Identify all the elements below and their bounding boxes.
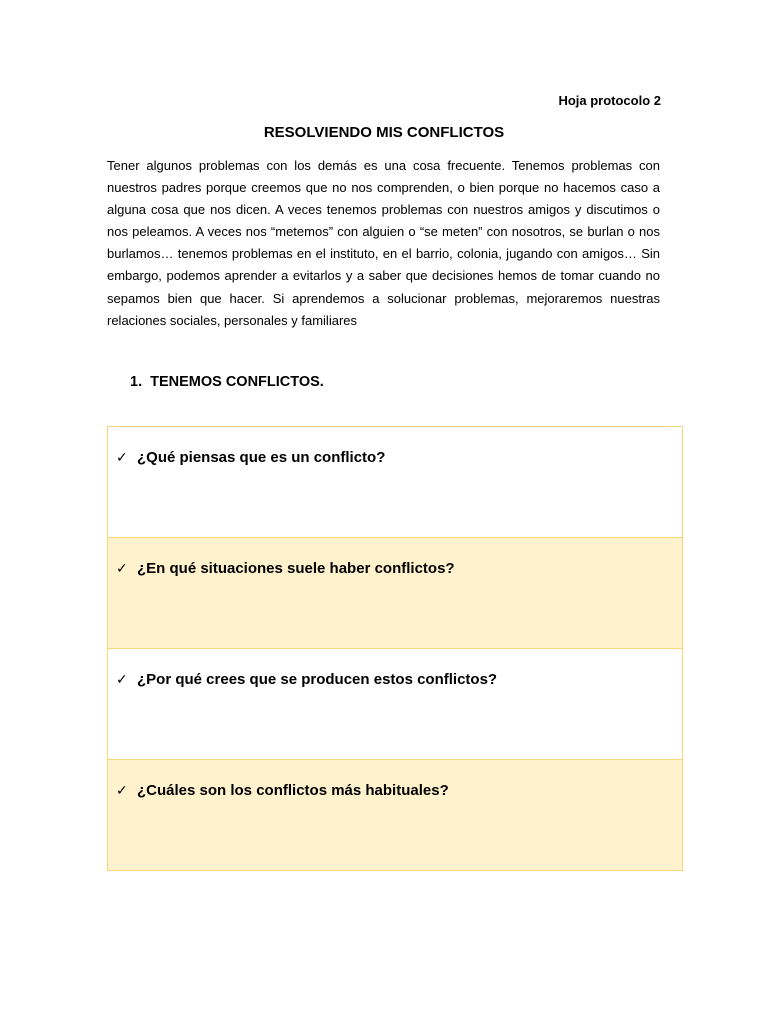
checkmark-icon: ✓ [116,783,128,799]
question-cell[interactable] [108,649,683,760]
question-row [108,538,683,649]
question-text: ¿Por qué crees que se producen estos conflictos? [137,671,498,688]
section-title: TENEMOS CONFLICTOS. [150,374,324,390]
questions-table [107,426,683,871]
question-cell[interactable] [108,538,683,649]
question-row [108,649,683,760]
question-text: ¿Qué piensas que es un conflicto? [137,449,386,466]
question-row [108,427,683,538]
question-cell[interactable] [108,427,683,538]
question-text: ¿En qué situaciones suele haber conflictos? [137,560,455,577]
checkmark-icon: ✓ [116,561,128,577]
section-number: 1. [130,374,143,390]
intro-paragraph: Tener algunos problemas con los demás es una cosa frecuente. Tenemos problemas con nuestros padres porque creemos que no nos comprenden, o bien porque no hacemos caso a alguna cosa que nos dicen. A veces tenemos problemas con nuestros amigos y discutimos o nos peleamos. A veces nos “metemos” con alguien o “se meten” con nosotros, se burlan o nos burlamos… tenemos problemas en el instituto, en el barrio, colonia, jugando con amigos… Sin embargo, podemos aprender a evitarlos y a saber que decisiones hemos de tomar cuando no sepamos bien que hacer. Si aprendemos a solucionar problemas, mejoraremos nuestras relaciones sociales, personales y familiares [107,158,660,328]
page-label: Hoja protocolo 2 [558,93,661,108]
question-text: ¿Cuáles son los conflictos más habituales? [137,782,449,799]
section-heading [130,374,324,390]
question-row [108,760,683,871]
document-title: RESOLVIENDO MIS CONFLICTOS [263,124,505,141]
question-cell[interactable] [108,760,683,871]
checkmark-icon: ✓ [116,672,128,688]
checkmark-icon: ✓ [116,450,128,466]
